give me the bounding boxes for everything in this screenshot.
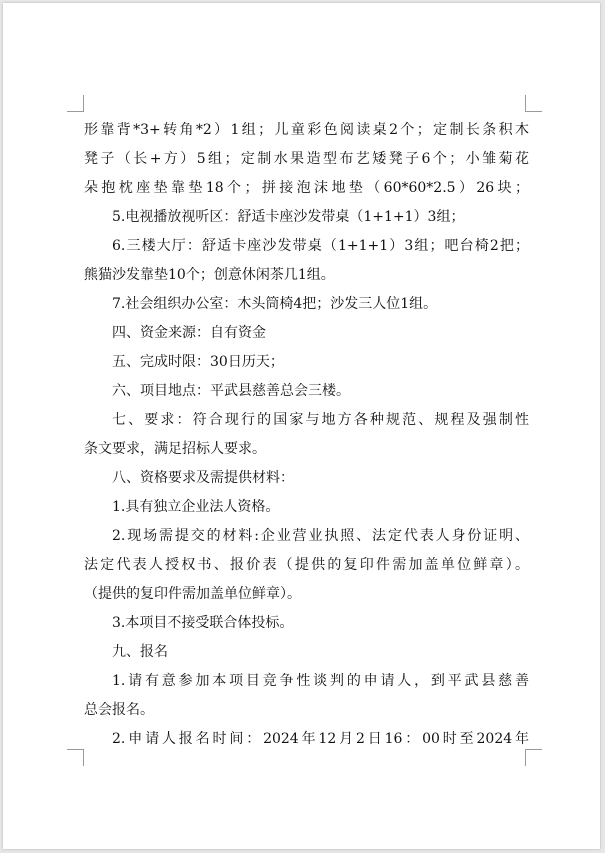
text-line: 2.现场需提交的材料:企业营业执照、法定代表人身份证明、 <box>112 528 529 544</box>
text-line: 法定代表人授权书、报价表（提供的复印件需加盖单位鲜章）。 <box>84 557 529 573</box>
text-line: 5.电视播放视听区：舒适卡座沙发带桌（1+1+1）3组； <box>112 209 465 225</box>
text-line: 五、完成时限：30日历天； <box>112 354 284 370</box>
text-line: 1.具有独立企业法人资格。 <box>112 499 280 515</box>
text-line: 1.请有意参加本项目竞争性谈判的申请人，到平武县慈善 <box>112 673 529 689</box>
text-line: 6.三楼大厅：舒适卡座沙发带桌（1+1+1）3组；吧台椅2把； <box>112 238 529 254</box>
margin-corner-top-right <box>525 95 542 112</box>
margin-corner-top-left <box>67 95 84 112</box>
text-line: 朵抱枕座垫靠垫18个；拼接泡沫地垫（60*60*2.5）26块； <box>84 180 529 196</box>
text-line: 八、资格要求及需提供材料： <box>112 470 294 486</box>
document-body <box>84 116 529 754</box>
text-line: 7.社会组织办公室：木头筒椅4把；沙发三人位1组。 <box>112 296 438 312</box>
text-line: 六、项目地点：平武县慈善总会三楼。 <box>112 383 350 399</box>
text-line: 凳子（长+方）5组；定制水果造型布艺矮凳子6个；小雏菊花 <box>84 151 529 167</box>
text-line: 总会报名。 <box>84 702 154 718</box>
text-line: 四、资金来源：自有资金 <box>112 325 266 341</box>
margin-corner-bottom-left <box>67 749 84 766</box>
text-line: 七、要求：符合现行的国家与地方各种规范、规程及强制性 <box>112 412 529 428</box>
text-line: （提供的复印件需加盖单位鲜章）。 <box>84 586 301 602</box>
document-page <box>3 3 600 849</box>
text-line: 2.申请人报名时间：2024年12月2日16：00时至2024年 <box>112 731 529 747</box>
text-line: 条文要求，满足招标人要求。 <box>84 441 266 457</box>
text-line: 熊猫沙发靠垫10个；创意休闲茶几1组。 <box>84 267 335 283</box>
text-line: 九、报名 <box>112 644 168 660</box>
text-line: 3.本项目不接受联合体投标。 <box>112 615 294 631</box>
text-line: 形靠背*3+转角*2）1组；儿童彩色阅读桌2个；定制长条积木 <box>84 122 529 138</box>
